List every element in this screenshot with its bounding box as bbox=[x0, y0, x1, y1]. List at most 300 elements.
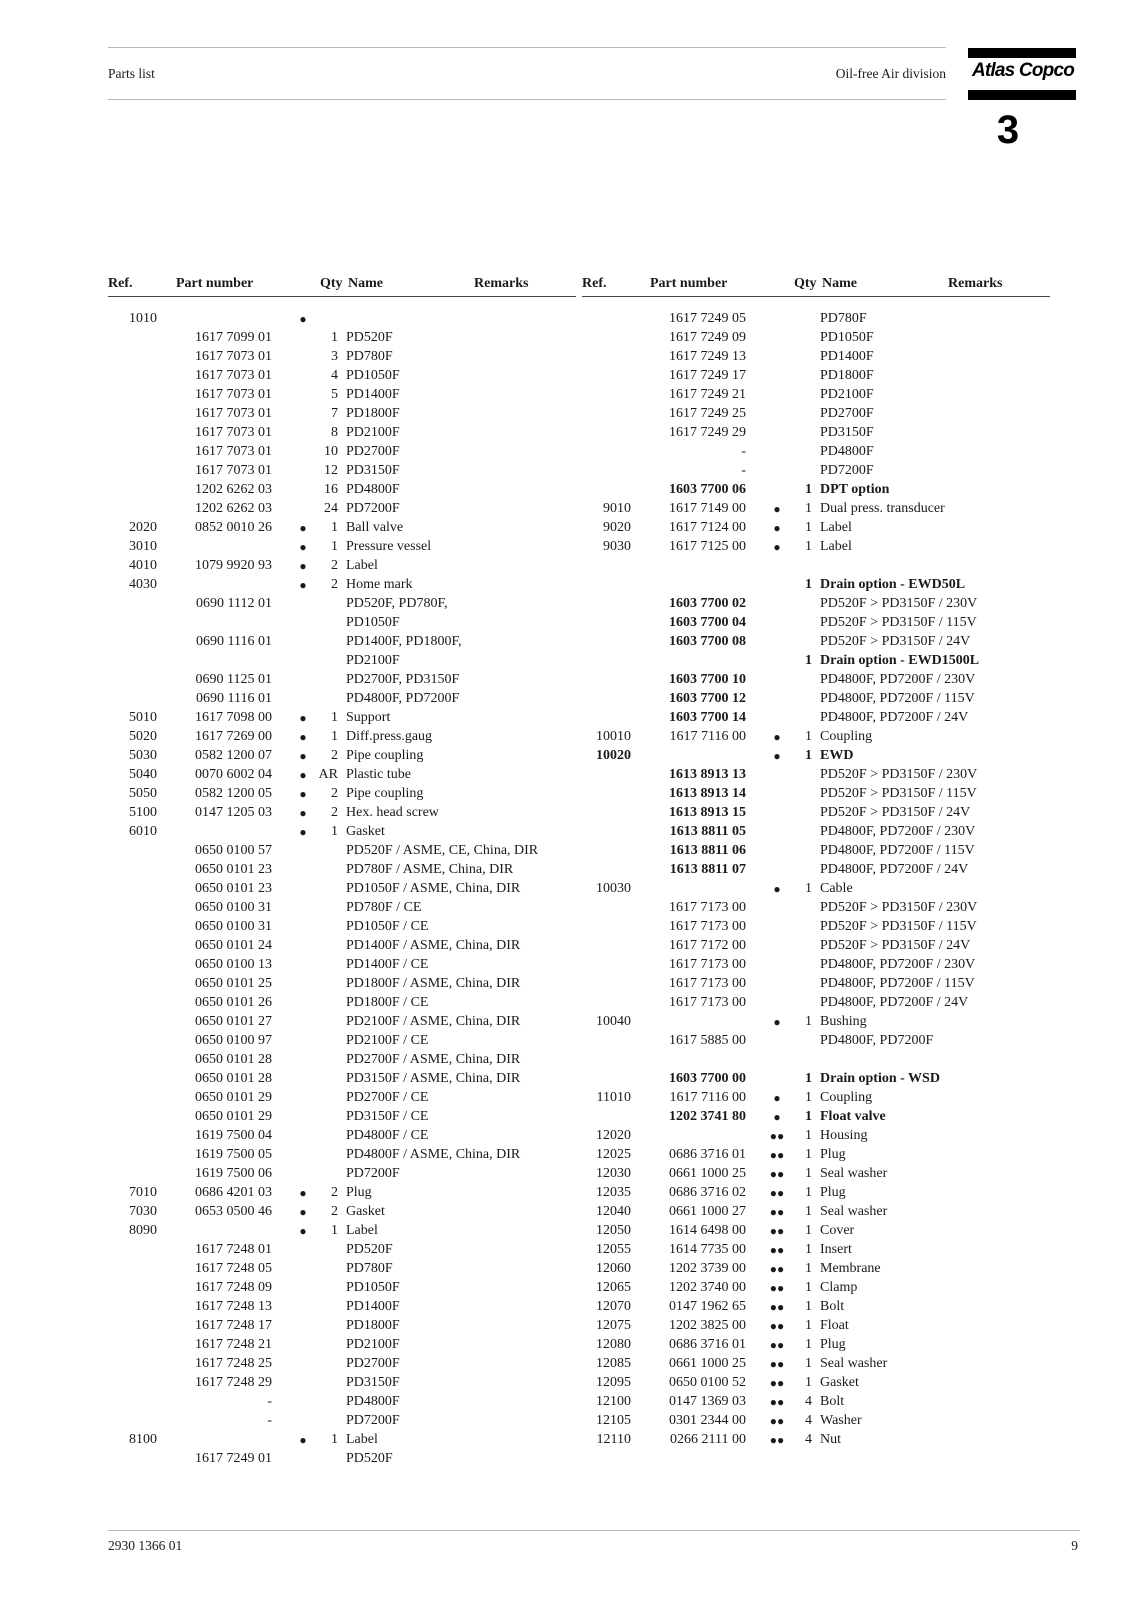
row-marker: ●● bbox=[769, 1205, 785, 1219]
table-row bbox=[582, 596, 1050, 615]
row-name: PD2700F bbox=[820, 406, 874, 421]
row-part-number: 1617 7173 00 bbox=[669, 995, 746, 1010]
table-row bbox=[108, 1014, 576, 1033]
table-row bbox=[582, 1242, 1050, 1261]
row-name: Seal washer bbox=[820, 1204, 888, 1219]
row-part-number: 0650 0100 31 bbox=[195, 919, 272, 934]
col-part-header: Part number bbox=[650, 276, 728, 291]
row-marker: ●● bbox=[769, 1319, 785, 1333]
row-ref: 6010 bbox=[129, 824, 157, 839]
row-qty: 1 bbox=[805, 1280, 812, 1295]
row-marker: ● bbox=[299, 1205, 307, 1219]
row-part-number: 1617 7249 09 bbox=[669, 330, 746, 345]
table-row bbox=[582, 311, 1050, 330]
col-qty-header: Qty bbox=[320, 276, 343, 291]
table-row bbox=[108, 786, 576, 805]
table-row bbox=[108, 501, 576, 520]
table-header bbox=[582, 276, 1050, 297]
row-name: Label bbox=[346, 558, 378, 573]
row-name: PD3150F / ASME, China, DIR bbox=[346, 1071, 521, 1086]
row-marker: ●● bbox=[769, 1262, 785, 1276]
row-qty: 3 bbox=[331, 349, 338, 364]
row-part-number: 0266 2111 00 bbox=[670, 1432, 746, 1447]
table-row bbox=[108, 1318, 576, 1337]
row-marker: ● bbox=[773, 1015, 781, 1029]
row-ref: 4030 bbox=[129, 577, 157, 592]
row-marker: ● bbox=[299, 521, 307, 535]
row-ref: 3010 bbox=[129, 539, 157, 554]
page-number: 9 bbox=[1071, 1538, 1078, 1553]
table-row bbox=[108, 1052, 576, 1071]
row-name: PD1800F / ASME, China, DIR bbox=[346, 976, 521, 991]
table-row bbox=[582, 330, 1050, 349]
row-part-number: 0650 0101 27 bbox=[195, 1014, 272, 1029]
row-part-number: 1617 7249 17 bbox=[669, 368, 746, 383]
table-row bbox=[582, 1090, 1050, 1109]
row-part-number: 1613 8913 15 bbox=[669, 805, 746, 820]
row-qty: 1 bbox=[805, 1014, 812, 1029]
row-ref: 1010 bbox=[129, 311, 157, 326]
row-part-number: 1617 7073 01 bbox=[195, 406, 272, 421]
row-qty: 1 bbox=[331, 1432, 338, 1447]
table-row bbox=[582, 1261, 1050, 1280]
row-ref: 12065 bbox=[596, 1280, 631, 1295]
row-part-number: 0650 0100 97 bbox=[195, 1033, 272, 1048]
row-part-number: 1617 7149 00 bbox=[669, 501, 746, 516]
row-name: PD2100F bbox=[346, 653, 400, 668]
table-row bbox=[108, 1337, 576, 1356]
table-row bbox=[108, 539, 576, 558]
row-part-number: 0686 3716 01 bbox=[669, 1147, 746, 1162]
row-qty: 1 bbox=[805, 1242, 812, 1257]
row-name: PD520F / ASME, CE, China, DIR bbox=[346, 843, 539, 858]
table-row bbox=[582, 1299, 1050, 1318]
row-name: Pipe coupling bbox=[346, 786, 424, 801]
row-qty: 1 bbox=[331, 539, 338, 554]
row-ref: 9030 bbox=[603, 539, 631, 554]
row-name: PD1050F bbox=[346, 615, 400, 630]
row-part-number: 1603 7700 08 bbox=[669, 634, 746, 649]
row-qty: 1 bbox=[805, 577, 812, 592]
row-part-number: 1617 7173 00 bbox=[669, 900, 746, 915]
row-name: Insert bbox=[820, 1242, 852, 1257]
table-header bbox=[108, 276, 576, 297]
row-name: Label bbox=[820, 520, 852, 535]
row-part-number: 1202 3741 80 bbox=[669, 1109, 746, 1124]
table-row bbox=[582, 1204, 1050, 1223]
table-row bbox=[108, 1071, 576, 1090]
row-name: Home mark bbox=[346, 577, 413, 592]
row-qty: 1 bbox=[805, 1356, 812, 1371]
row-name: PD4800F / CE bbox=[346, 1128, 429, 1143]
row-qty: 1 bbox=[805, 1204, 812, 1219]
row-name: PD7200F bbox=[346, 501, 400, 516]
row-name: Hex. head screw bbox=[346, 805, 439, 820]
row-marker: ● bbox=[299, 540, 307, 554]
table-row bbox=[108, 881, 576, 900]
row-name: PD780F bbox=[346, 1261, 393, 1276]
row-qty: 1 bbox=[805, 1318, 812, 1333]
table-row bbox=[582, 444, 1050, 463]
row-name: PD520F > PD3150F / 24V bbox=[820, 938, 971, 953]
row-name: PD1800F bbox=[820, 368, 874, 383]
row-part-number: 1613 8913 14 bbox=[669, 786, 746, 801]
row-name: PD1050F / ASME, China, DIR bbox=[346, 881, 521, 896]
table-row bbox=[582, 1128, 1050, 1147]
header-title-right: Oil-free Air division bbox=[835, 66, 946, 81]
row-part-number: 0690 1116 01 bbox=[196, 634, 272, 649]
row-name: Drain option - WSD bbox=[820, 1071, 940, 1086]
row-part-number: 1617 7269 00 bbox=[195, 729, 272, 744]
table-row bbox=[108, 615, 576, 634]
row-part-number: 1617 7173 00 bbox=[669, 976, 746, 991]
row-name: PD520F > PD3150F / 230V bbox=[820, 596, 978, 611]
row-name: Gasket bbox=[820, 1375, 859, 1390]
row-qty: AR bbox=[318, 767, 338, 782]
row-name: PD4800F bbox=[346, 1394, 400, 1409]
table-row bbox=[582, 387, 1050, 406]
row-marker: ●● bbox=[769, 1357, 785, 1371]
row-name: PD7200F bbox=[346, 1413, 400, 1428]
row-marker: ● bbox=[299, 749, 307, 763]
table-row bbox=[582, 406, 1050, 425]
row-ref: 5010 bbox=[129, 710, 157, 725]
row-ref: 12095 bbox=[596, 1375, 631, 1390]
row-part-number: 0070 6002 04 bbox=[195, 767, 272, 782]
row-part-number: 0650 0101 28 bbox=[195, 1071, 272, 1086]
row-name: PD780F bbox=[346, 349, 393, 364]
table-row bbox=[582, 615, 1050, 634]
table-row bbox=[582, 1223, 1050, 1242]
table-row bbox=[582, 843, 1050, 862]
row-name: PD2700F / CE bbox=[346, 1090, 429, 1105]
table-row bbox=[108, 824, 576, 843]
section-number: 3 bbox=[996, 108, 1020, 152]
row-marker: ● bbox=[773, 521, 781, 535]
row-ref: 12055 bbox=[596, 1242, 631, 1257]
row-part-number: 1617 7249 05 bbox=[669, 311, 746, 326]
row-marker: ● bbox=[299, 1186, 307, 1200]
row-ref: 12020 bbox=[596, 1128, 631, 1143]
row-name: DPT option bbox=[820, 482, 890, 497]
row-name: Gasket bbox=[346, 1204, 385, 1219]
row-part-number: 1617 7073 01 bbox=[195, 444, 272, 459]
row-part-number: 1603 7700 10 bbox=[669, 672, 746, 687]
row-name: PD520F bbox=[346, 1242, 393, 1257]
table-row bbox=[582, 1185, 1050, 1204]
row-part-number: 1202 6262 03 bbox=[195, 482, 272, 497]
row-qty: 1 bbox=[805, 1090, 812, 1105]
table-row bbox=[582, 463, 1050, 482]
row-part-number: 1617 7248 05 bbox=[195, 1261, 272, 1276]
table-row bbox=[582, 938, 1050, 957]
table-row bbox=[582, 919, 1050, 938]
table-row bbox=[108, 805, 576, 824]
row-part-number: 0690 1112 01 bbox=[196, 596, 272, 611]
table-row bbox=[108, 1147, 576, 1166]
row-marker: ● bbox=[299, 787, 307, 801]
table-row bbox=[108, 577, 576, 596]
row-ref: 2020 bbox=[129, 520, 157, 535]
row-name: PD2700F bbox=[346, 1356, 400, 1371]
table-row bbox=[108, 444, 576, 463]
row-part-number: 1617 7248 29 bbox=[195, 1375, 272, 1390]
row-name: PD4800F, PD7200F / 230V bbox=[820, 957, 976, 972]
row-name: Ball valve bbox=[346, 520, 404, 535]
row-name: PD4800F, PD7200F / 24V bbox=[820, 710, 969, 725]
table-row bbox=[582, 691, 1050, 710]
table-row bbox=[582, 1071, 1050, 1090]
table-row bbox=[582, 824, 1050, 843]
row-part-number: 0686 4201 03 bbox=[195, 1185, 272, 1200]
row-ref: 12070 bbox=[596, 1299, 631, 1314]
row-name: Label bbox=[346, 1223, 378, 1238]
row-marker: ●● bbox=[769, 1376, 785, 1390]
row-qty: 1 bbox=[805, 482, 812, 497]
table-row bbox=[108, 634, 576, 653]
col-part-header: Part number bbox=[176, 276, 254, 291]
row-ref: 10010 bbox=[596, 729, 631, 744]
col-name-header: Name bbox=[348, 276, 383, 291]
row-ref: 5030 bbox=[129, 748, 157, 763]
footer-rule bbox=[108, 1530, 1080, 1531]
row-part-number: 1617 7125 00 bbox=[669, 539, 746, 554]
table-row bbox=[108, 1280, 576, 1299]
row-name: Plastic tube bbox=[346, 767, 411, 782]
row-qty: 1 bbox=[805, 1375, 812, 1390]
row-part-number: 1617 5885 00 bbox=[669, 1033, 746, 1048]
row-name: Seal washer bbox=[820, 1166, 888, 1181]
row-name: PD1800F bbox=[346, 406, 400, 421]
table-row bbox=[582, 1147, 1050, 1166]
row-qty: 1 bbox=[805, 1128, 812, 1143]
table-row bbox=[108, 1185, 576, 1204]
row-part-number: 1617 7248 21 bbox=[195, 1337, 272, 1352]
row-part-number: 0661 1000 27 bbox=[669, 1204, 746, 1219]
table-row bbox=[582, 634, 1050, 653]
row-marker: ● bbox=[299, 1433, 307, 1447]
row-marker: ● bbox=[773, 882, 781, 896]
header-bottom-rule bbox=[108, 99, 946, 100]
table-row bbox=[582, 1014, 1050, 1033]
table-row bbox=[108, 843, 576, 862]
row-qty: 2 bbox=[331, 1204, 338, 1219]
row-part-number: 1617 7124 00 bbox=[669, 520, 746, 535]
row-name: PD520F > PD3150F / 230V bbox=[820, 767, 978, 782]
row-part-number: 0653 0500 46 bbox=[195, 1204, 272, 1219]
row-name: PD1050F bbox=[346, 368, 400, 383]
table-row bbox=[582, 710, 1050, 729]
row-qty: 4 bbox=[805, 1394, 812, 1409]
table-row bbox=[582, 1318, 1050, 1337]
row-ref: 9010 bbox=[603, 501, 631, 516]
table-row bbox=[108, 1166, 576, 1185]
row-part-number: 1603 7700 04 bbox=[669, 615, 746, 630]
document-number: 2930 1366 01 bbox=[108, 1538, 183, 1553]
row-qty: 1 bbox=[805, 881, 812, 896]
row-name: Float bbox=[820, 1318, 849, 1333]
table-row bbox=[108, 558, 576, 577]
table-row bbox=[582, 900, 1050, 919]
table-row bbox=[108, 1394, 576, 1413]
row-part-number: 1617 7073 01 bbox=[195, 463, 272, 478]
row-name: PD520F > PD3150F / 230V bbox=[820, 900, 978, 915]
row-part-number: 0650 0101 23 bbox=[195, 881, 272, 896]
row-name: Coupling bbox=[820, 729, 873, 744]
row-part-number: 0686 3716 02 bbox=[669, 1185, 746, 1200]
table-row bbox=[582, 1166, 1050, 1185]
row-marker: ● bbox=[299, 559, 307, 573]
row-name: PD520F, PD780F, bbox=[346, 596, 448, 611]
row-ref: 12080 bbox=[596, 1337, 631, 1352]
row-name: PD4800F, PD7200F bbox=[346, 691, 460, 706]
row-part-number: 1603 7700 00 bbox=[669, 1071, 746, 1086]
row-qty: 1 bbox=[805, 539, 812, 554]
row-part-number: 1603 7700 06 bbox=[669, 482, 746, 497]
row-name: PD4800F, PD7200F / 115V bbox=[820, 691, 975, 706]
table-row bbox=[108, 729, 576, 748]
row-qty: 4 bbox=[805, 1432, 812, 1447]
row-part-number: 0582 1200 05 bbox=[195, 786, 272, 801]
row-part-number: 1619 7500 04 bbox=[195, 1128, 272, 1143]
table-row bbox=[582, 672, 1050, 691]
row-part-number: 1617 7073 01 bbox=[195, 387, 272, 402]
table-row bbox=[108, 919, 576, 938]
table-row bbox=[108, 330, 576, 349]
row-part-number: 1613 8913 13 bbox=[669, 767, 746, 782]
row-name: PD780F bbox=[820, 311, 867, 326]
row-part-number: 0650 0101 23 bbox=[195, 862, 272, 877]
row-qty: 1 bbox=[805, 1109, 812, 1124]
row-qty: 1 bbox=[331, 330, 338, 345]
row-name: Pipe coupling bbox=[346, 748, 424, 763]
table-row bbox=[108, 995, 576, 1014]
row-marker: ● bbox=[773, 749, 781, 763]
table-row bbox=[108, 710, 576, 729]
table-row bbox=[108, 1413, 576, 1432]
row-ref: 12040 bbox=[596, 1204, 631, 1219]
row-qty: 1 bbox=[805, 653, 812, 668]
header-title-left: Parts list bbox=[108, 66, 155, 81]
row-part-number: 1617 7173 00 bbox=[669, 957, 746, 972]
row-name: PD2700F, PD3150F bbox=[346, 672, 460, 687]
row-part-number: 0661 1000 25 bbox=[669, 1166, 746, 1181]
row-part-number: 0650 0101 29 bbox=[195, 1090, 272, 1105]
row-part-number: 0147 1962 65 bbox=[669, 1299, 746, 1314]
row-qty: 12 bbox=[324, 463, 338, 478]
row-name: Drain option - EWD1500L bbox=[820, 653, 980, 668]
row-name: PD1800F bbox=[346, 1318, 400, 1333]
row-name: Plug bbox=[820, 1185, 846, 1200]
table-row bbox=[108, 672, 576, 691]
row-name: PD2100F bbox=[346, 425, 400, 440]
row-qty: 2 bbox=[331, 1185, 338, 1200]
row-name: PD520F > PD3150F / 24V bbox=[820, 634, 971, 649]
row-marker: ● bbox=[299, 730, 307, 744]
row-part-number: 1617 7248 09 bbox=[195, 1280, 272, 1295]
row-marker: ● bbox=[299, 768, 307, 782]
table-row bbox=[582, 653, 1050, 672]
row-name: PD4800F, PD7200F / 230V bbox=[820, 672, 976, 687]
row-ref: 12030 bbox=[596, 1166, 631, 1181]
row-marker: ● bbox=[299, 806, 307, 820]
row-qty: 1 bbox=[805, 501, 812, 516]
row-ref: 9020 bbox=[603, 520, 631, 535]
row-name: PD1400F bbox=[820, 349, 874, 364]
row-ref: 12075 bbox=[596, 1318, 631, 1333]
brand-logo: Atlas Copco bbox=[971, 60, 1075, 81]
row-part-number: 1202 3825 00 bbox=[669, 1318, 746, 1333]
row-name: Pressure vessel bbox=[346, 539, 432, 554]
row-name: PD4800F, PD7200F / 230V bbox=[820, 824, 976, 839]
row-part-number: 0852 0010 26 bbox=[195, 520, 272, 535]
row-part-number: 0690 1125 01 bbox=[195, 672, 272, 687]
table-row bbox=[108, 1033, 576, 1052]
row-qty: 1 bbox=[331, 710, 338, 725]
table-row bbox=[582, 976, 1050, 995]
row-name: PD2100F / CE bbox=[346, 1033, 429, 1048]
row-ref: 12035 bbox=[596, 1185, 631, 1200]
row-name: PD4800F bbox=[346, 482, 400, 497]
row-part-number: 1079 9920 93 bbox=[195, 558, 272, 573]
row-marker: ●● bbox=[769, 1148, 785, 1162]
row-marker: ● bbox=[773, 730, 781, 744]
table-row bbox=[582, 805, 1050, 824]
row-name: PD520F > PD3150F / 115V bbox=[820, 919, 977, 934]
logo-top-bar bbox=[968, 48, 1076, 58]
row-qty: 4 bbox=[331, 368, 338, 383]
row-name: Coupling bbox=[820, 1090, 873, 1105]
table-row bbox=[108, 349, 576, 368]
table-row bbox=[582, 1280, 1050, 1299]
table-row bbox=[582, 425, 1050, 444]
row-marker: ●● bbox=[769, 1300, 785, 1314]
row-qty: 16 bbox=[324, 482, 338, 497]
row-qty: 2 bbox=[331, 748, 338, 763]
row-part-number: 0650 0101 24 bbox=[195, 938, 272, 953]
table-row bbox=[108, 425, 576, 444]
row-qty: 4 bbox=[805, 1413, 812, 1428]
row-part-number: 1617 7248 01 bbox=[195, 1242, 272, 1257]
table-row bbox=[108, 520, 576, 539]
row-name: Diff.press.gaug bbox=[346, 729, 433, 744]
row-part-number: 1202 6262 03 bbox=[195, 501, 272, 516]
row-qty: 1 bbox=[805, 1261, 812, 1276]
row-part-number: 1619 7500 06 bbox=[195, 1166, 272, 1181]
table-body bbox=[108, 311, 576, 1470]
row-marker: ● bbox=[299, 825, 307, 839]
row-part-number: 1603 7700 12 bbox=[669, 691, 746, 706]
logo-bottom-bar bbox=[968, 90, 1076, 100]
row-name: PD780F / ASME, China, DIR bbox=[346, 862, 514, 877]
row-name: PD1800F / CE bbox=[346, 995, 429, 1010]
row-name: Label bbox=[820, 539, 852, 554]
table-row bbox=[108, 1375, 576, 1394]
row-ref: 5020 bbox=[129, 729, 157, 744]
row-name: Float valve bbox=[820, 1109, 886, 1124]
table-row bbox=[108, 748, 576, 767]
row-part-number: 0650 0100 52 bbox=[669, 1375, 746, 1390]
row-name: EWD bbox=[820, 748, 854, 763]
table-row bbox=[108, 1299, 576, 1318]
row-ref: 7010 bbox=[129, 1185, 157, 1200]
row-part-number: 0147 1205 03 bbox=[195, 805, 272, 820]
table-row bbox=[582, 767, 1050, 786]
row-part-number: 1617 7073 01 bbox=[195, 368, 272, 383]
table-row bbox=[108, 900, 576, 919]
row-name: PD520F bbox=[346, 1451, 393, 1466]
row-name: Cover bbox=[820, 1223, 855, 1238]
